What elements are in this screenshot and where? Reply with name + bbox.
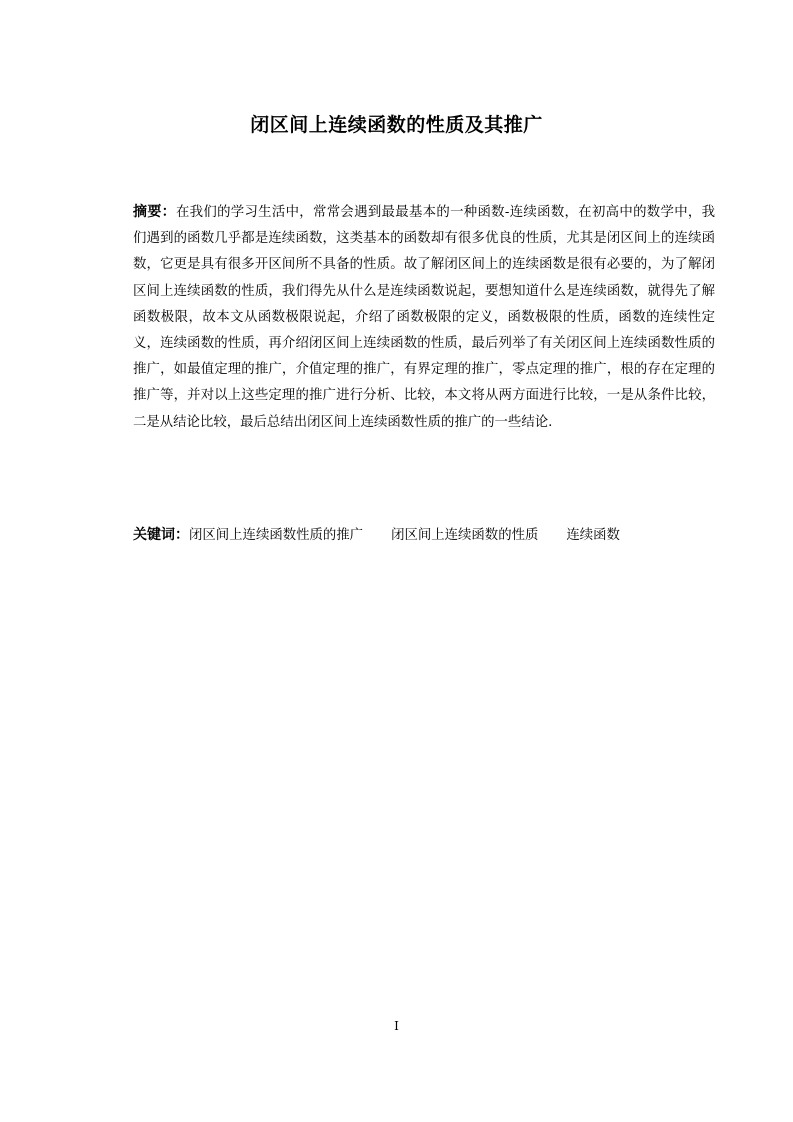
keywords-line [133,522,733,549]
keywords-label: 关键词： [133,527,189,543]
abstract-paragraph [133,199,715,436]
abstract-label: 摘要： [133,204,176,220]
abstract-text: 在我们的学习生活中，常常会遇到最最基本的一种函数-连续函数，在初高中的数学中，我们遇到的函数几乎都是连续函数，这类基本的函数却有很多优良的性质，尤其是闭区间上的连续函数，它更是具有很多开区间所不具备的性质。故了解闭区间上的连续函数是很有必要的，为了解闭区间上连续函数的性质，我们得先从什么是连续函数说起，要想知道什么是连续函数，就得先了解函数极限，故本文从函数极限说起，介绍了函数极限的定义，函数极限的性质，函数的连续性定义，连续函数的性质，再介绍闭区间上连续函数的性质，最后列举了有关闭区间上连续函数性质的推广，如最值定理的推广，介值定理的推广，有界定理的推广，零点定理的推广，根的存在定理的推广等，并对以上这些定理的推广进行分析、比较，本文将从两方面进行比较，一是从条件比较，二是从结论比较，最后总结出闭区间上连续函数性质的推广的一些结论. [133,205,715,430]
keyword-item: 闭区间上连续函数的性质 [391,528,539,543]
keyword-item: 闭区间上连续函数性质的推广 [189,528,364,543]
document-title: 闭区间上连续函数的性质及其推广 [250,114,543,136]
page-number: I [394,1019,399,1033]
keyword-item: 连续函数 [566,528,620,543]
